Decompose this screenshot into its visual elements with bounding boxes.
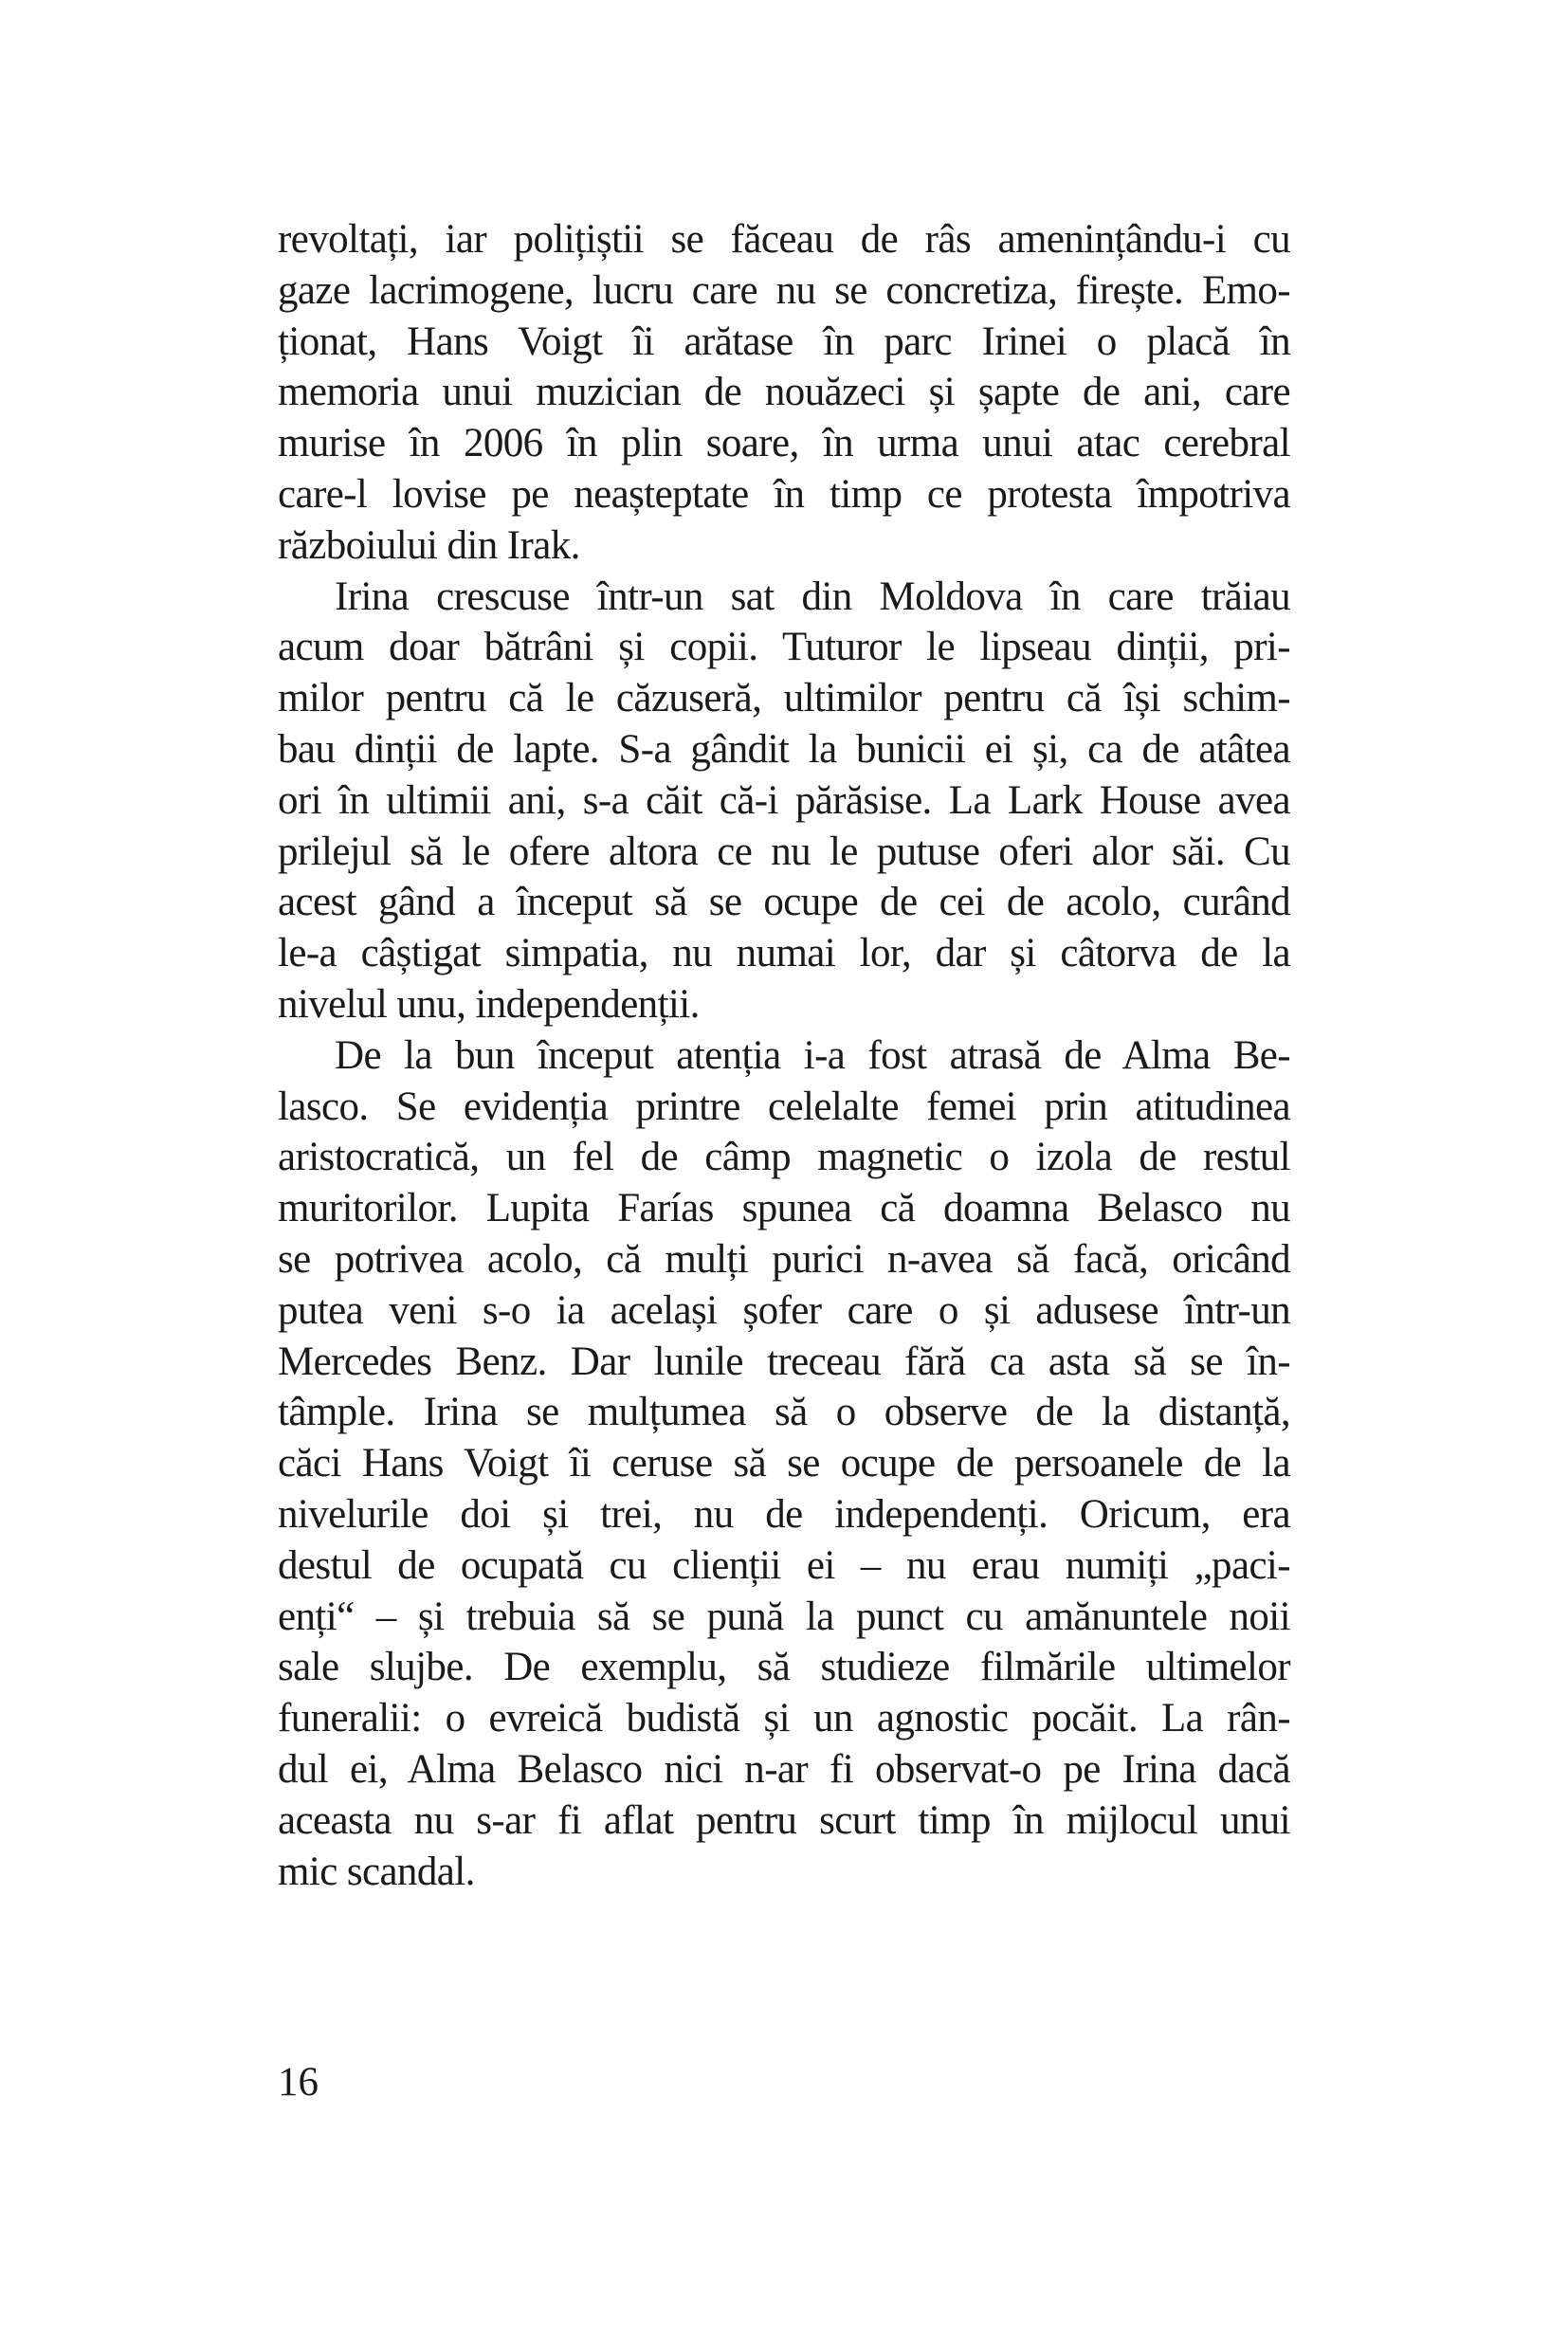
text-line: revoltați, iar polițiștii se făceau de râs amenințându-i cu <box>278 217 1290 262</box>
text-line: dul ei, Alma Belasco nici n-ar fi observat-o pe Irina dacă <box>278 1746 1290 1792</box>
text-line: enți“ – și trebuia să se pună la punct cu amănuntele noii <box>278 1594 1290 1639</box>
text-line: gaze lacrimogene, lucru care nu se concretiza, firește. Emo- <box>278 267 1290 313</box>
paragraph-3 <box>278 1030 1290 1898</box>
text-line: funeralii: o evreică budistă și un agnostic pocăit. La rân- <box>278 1696 1290 1741</box>
text-line: ori în ultimii ani, s-a căit că-i părăsise. La Lark House avea <box>278 777 1290 823</box>
text-line: De la bun început atenția i-a fost atrasă de Alma Be- <box>335 1032 1290 1078</box>
text-line: ționat, Hans Voigt îi arătase în parc Irinei o placă în <box>278 319 1290 364</box>
text-line: destul de ocupată cu clienții ei – nu erau numiți „paci- <box>278 1542 1290 1588</box>
text-line: milor pentru că le căzuseră, ultimilor pentru că își schim- <box>278 676 1290 721</box>
paragraph-1 <box>278 214 1290 572</box>
text-line: acum doar bătrâni și copii. Tuturor le lipseau dinții, pri- <box>278 625 1290 670</box>
text-line: care-l lovise pe neașteptate în timp ce protesta împotriva <box>278 471 1290 517</box>
text-line: putea veni s-o ia același șofer care o și adusese într-un <box>278 1287 1290 1333</box>
text-line: memoria unui muzician de nouăzeci și șapte de ani, care <box>278 370 1290 415</box>
text-line: tâmple. Irina se mulțumea să o observe de la distanță, <box>278 1390 1290 1435</box>
text-line: bau dinții de lapte. S-a gândit la bunicii ei și, ca de atâtea <box>278 726 1290 772</box>
text-line: Mercedes Benz. Dar lunile treceau fără ca asta să se în- <box>278 1339 1290 1384</box>
text-line: războiului din Irak. <box>278 522 580 568</box>
text-line: se potrivea acolo, că mulți purici n-avea să facă, oricând <box>278 1236 1290 1282</box>
text-line: mic scandal. <box>278 1849 475 1894</box>
text-line: murise în 2006 în plin soare, în urma unui atac cerebral <box>278 421 1290 466</box>
text-line: căci Hans Voigt îi ceruse să se ocupe de persoanele de la <box>278 1441 1290 1486</box>
text-line: acest gând a început să se ocupe de cei de acolo, curând <box>278 880 1290 925</box>
page-body <box>278 214 1290 1897</box>
text-line: sale slujbe. De exemplu, să studieze filmările ultimelor <box>278 1645 1290 1690</box>
paragraph-2 <box>278 572 1290 1030</box>
text-line: Irina crescuse într-un sat din Moldova în care trăiau <box>335 574 1290 619</box>
text-line: nivelul unu, independenții. <box>278 981 700 1027</box>
text-line: nivelurile doi și trei, nu de independenți. Oricum, era <box>278 1491 1290 1537</box>
text-line: prilejul să le ofere altora ce nu le putuse oferi alor săi. Cu <box>278 829 1290 874</box>
page-number: 16 <box>278 2060 319 2105</box>
text-line: muritorilor. Lupita Farías spunea că doamna Belasco nu <box>278 1186 1290 1231</box>
text-line: le-a câștigat simpatia, nu numai lor, dar și câtorva de la <box>278 931 1290 976</box>
text-line: aristocratică, un fel de câmp magnetic o izola de restul <box>278 1135 1290 1180</box>
text-line: lasco. Se evidenția printre celelalte femei prin atitudinea <box>278 1084 1290 1129</box>
text-line: aceasta nu s-ar fi aflat pentru scurt timp în mijlocul unui <box>278 1797 1290 1843</box>
